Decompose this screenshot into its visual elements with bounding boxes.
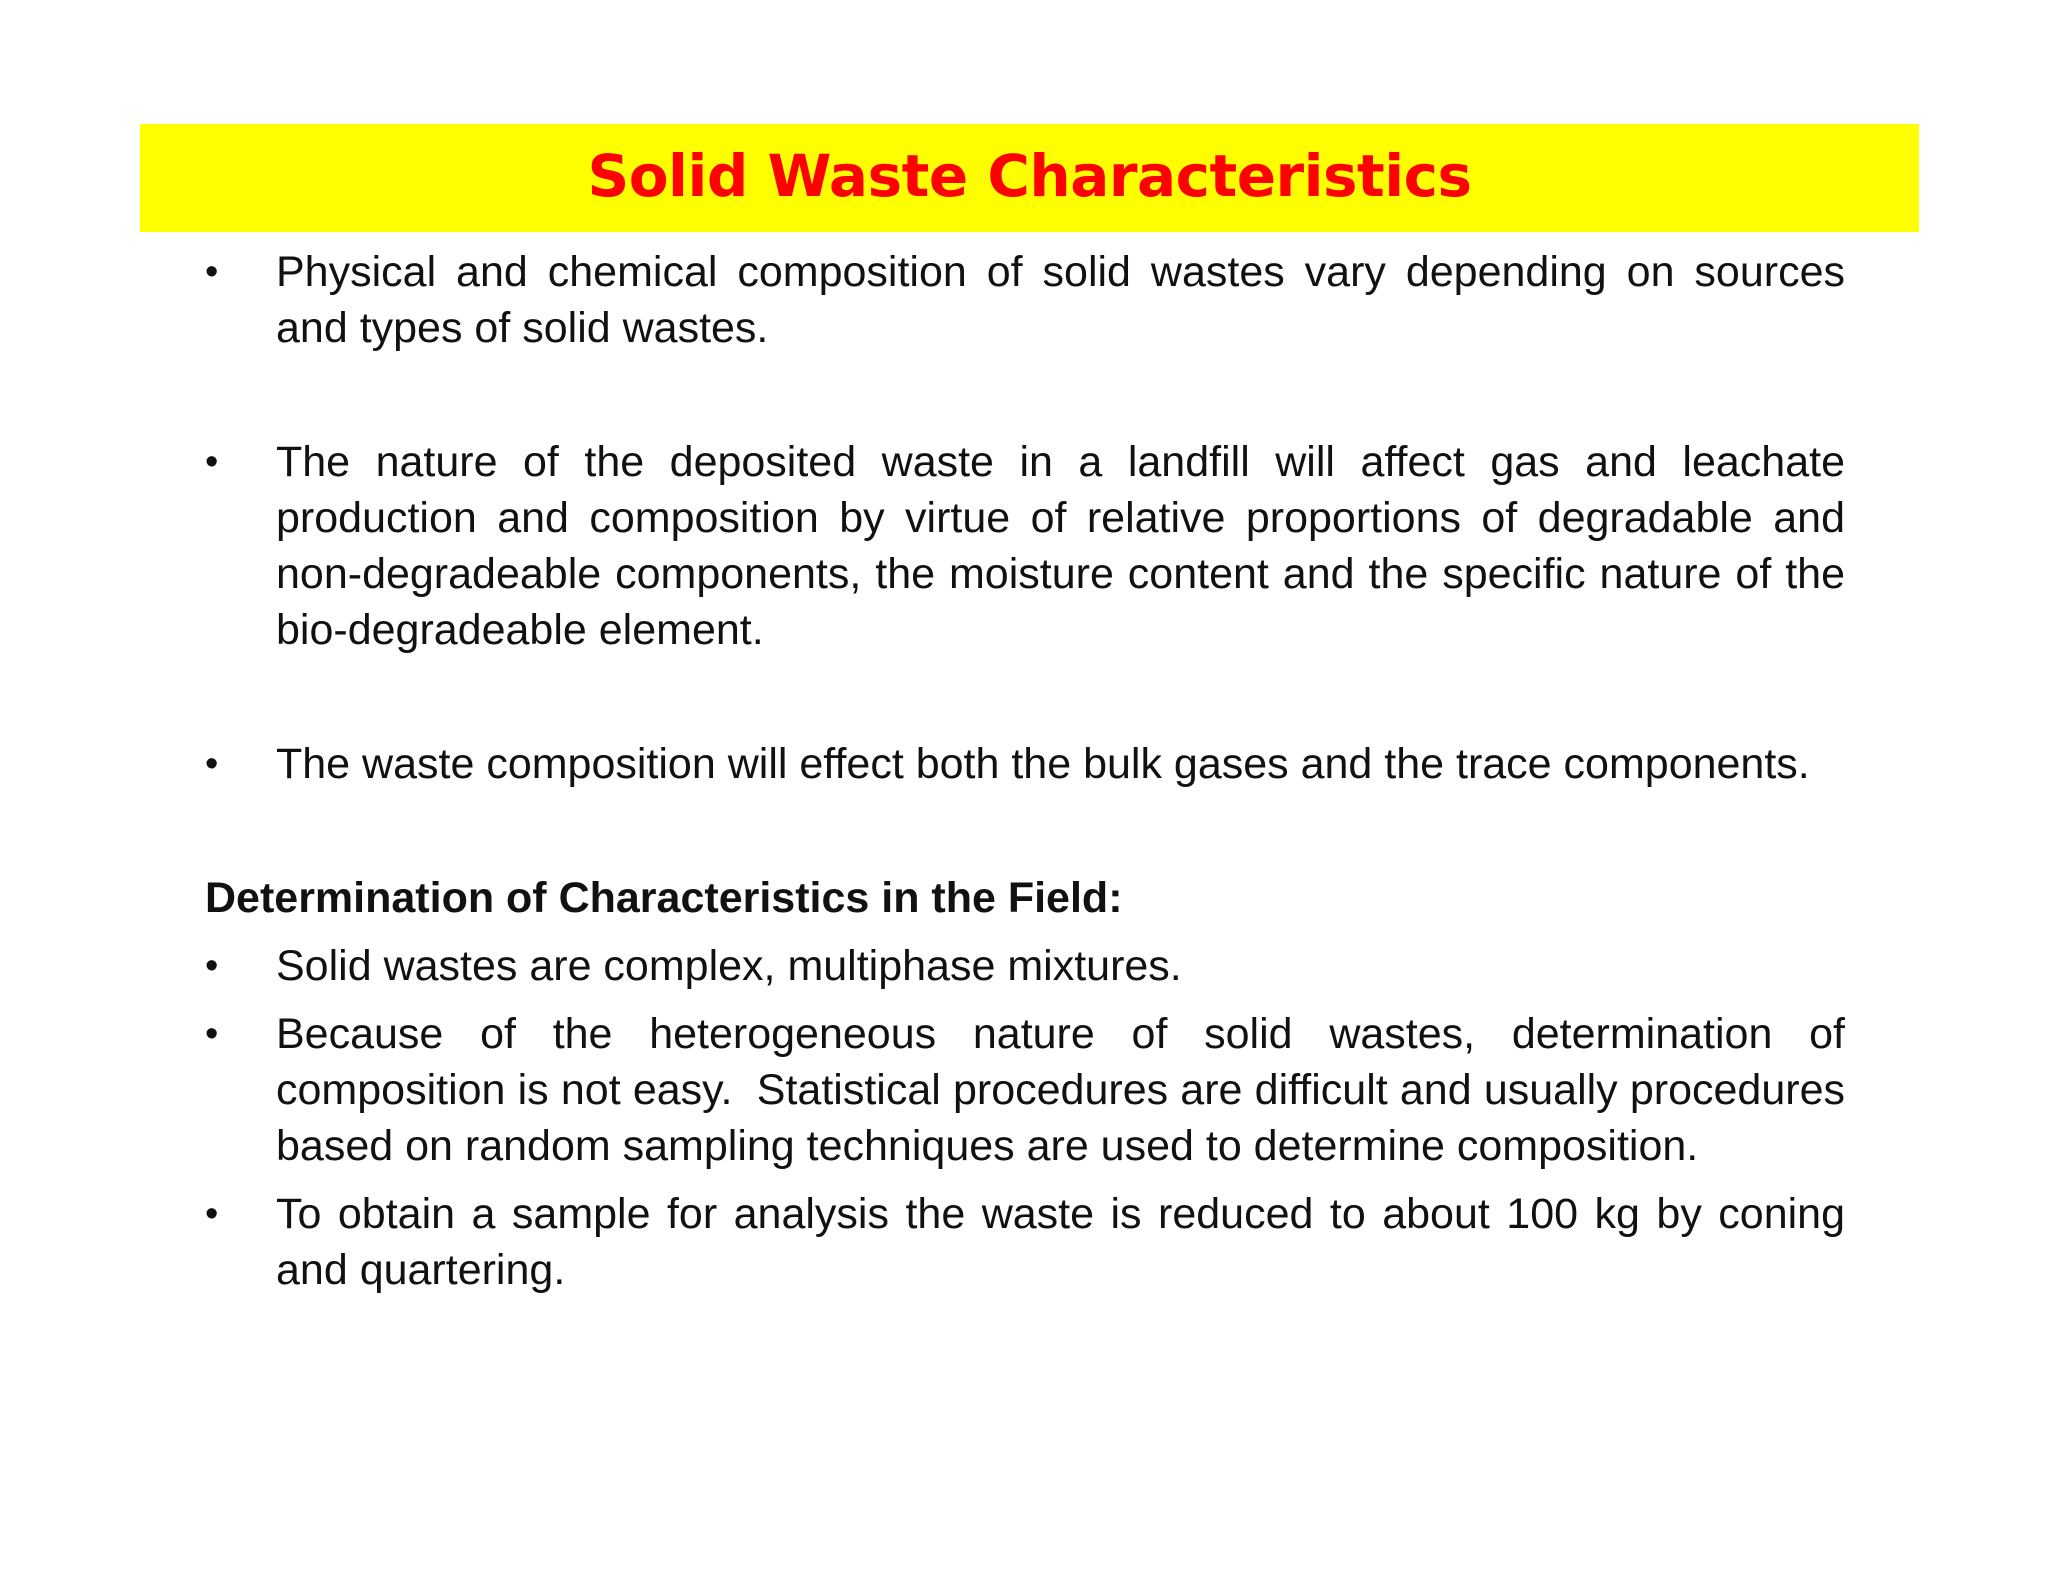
bullet-text: The nature of the deposited waste in a landfill will affect gas and leachate production and composition by virtue of relative proportions of degradable and non-degradeable components, the moisture content and the specific nature of the bio-degradeable element.: [276, 438, 1845, 654]
bullet-marker: •: [205, 945, 219, 987]
bullet-marker: •: [205, 441, 219, 483]
title-band: [140, 124, 1919, 232]
bullet-item: [205, 244, 1845, 356]
bullet-marker: •: [205, 743, 219, 785]
bullet-text: The waste composition will effect both the bulk gases and the trace components.: [276, 740, 1810, 788]
bullet-marker: •: [205, 1013, 219, 1055]
bullet-item: [205, 736, 1845, 792]
bullet-item: [205, 1186, 1845, 1298]
bullet-text: Physical and chemical composition of solid wastes vary depending on sources and types of solid wastes.: [276, 248, 1845, 352]
bullet-item: [205, 434, 1845, 658]
slide-content: [205, 244, 1857, 1298]
bullet-text: Because of the heterogeneous nature of solid wastes, determination of composition is not easy. Statistical procedures are difficult and usually procedures based on random sampling techniques are used to determine composition.: [276, 1010, 1857, 1170]
bullet-text: To obtain a sample for analysis the waste is reduced to about 100 kg by coning and quartering.: [276, 1190, 1845, 1294]
slide-title: Solid Waste Characteristics: [587, 142, 1472, 210]
bullet-marker: •: [205, 1193, 219, 1235]
bullet-item: [205, 938, 1845, 994]
bullet-text: Solid wastes are complex, multiphase mixtures.: [276, 942, 1182, 990]
bullet-item: [205, 1006, 1857, 1174]
bullet-marker: •: [205, 251, 219, 293]
field-heading: Determination of Characteristics in the Field:: [205, 874, 1123, 922]
